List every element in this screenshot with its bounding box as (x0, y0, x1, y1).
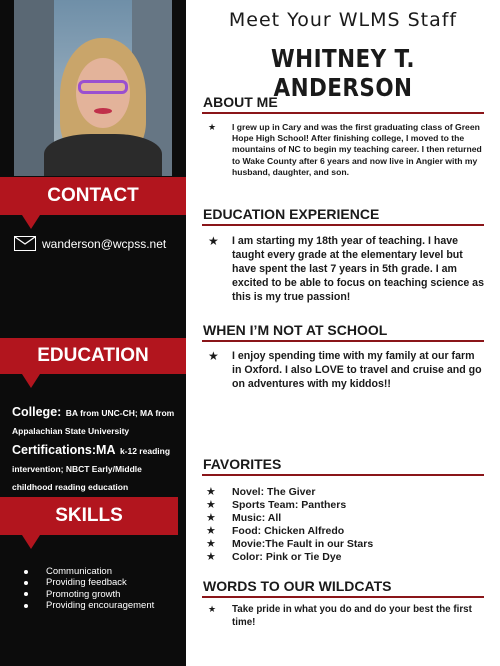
star-icon: ★ (206, 512, 216, 524)
list-item: ★ Movie:The Fault in our Stars (206, 537, 374, 550)
list-item: Providing feedback (24, 577, 154, 588)
list-item: ★ Music: All (206, 511, 282, 524)
star-icon: ★ (206, 551, 216, 563)
education-exp-heading: EDUCATION EXPERIENCE (203, 206, 380, 222)
about-text: I grew up in Cary and was the first graduating class of Green Hope High School! After finishing college, I moved to the mountains of NC to begin my teaching career. I then returned to Wake County after 6 years and now live in Angier with my husband, daughter, and son. (232, 122, 482, 177)
wildcats-text: Take pride in what you do and do your best the first time! (232, 604, 472, 628)
about-item (208, 122, 484, 178)
left-sidebar (0, 0, 186, 666)
favorites-list (206, 485, 373, 563)
education-exp-item (208, 234, 484, 304)
divider (202, 340, 484, 342)
not-school-text: I enjoy spending time with my family at our farm in Oxford. I also LOVE to travel and cruise and go on adventures with my kiddos!! (232, 350, 482, 391)
star-icon: ★ (208, 349, 219, 363)
college-text: BA from UNC-CH; MA from Appalachian State University (12, 408, 175, 436)
list-item: ★ Color: Pink or Tie Dye (206, 550, 342, 563)
college-info (12, 403, 182, 439)
star-icon: ★ (206, 538, 216, 550)
contact-heading: CONTACT (0, 177, 186, 215)
star-icon: ★ (208, 234, 219, 248)
certifications-info (12, 441, 182, 495)
skills-list (24, 566, 154, 611)
bullet-icon (24, 604, 28, 608)
divider (202, 112, 484, 114)
list-item: ★ Novel: The Giver (206, 485, 316, 498)
divider (202, 596, 484, 598)
bullet-icon (24, 592, 28, 596)
cert-text: k-12 reading intervention; NBCT Early/Middle childhood reading education (12, 446, 171, 492)
list-item: Providing encouragement (24, 600, 154, 611)
email-address[interactable]: wanderson@wcpss.net (42, 236, 167, 251)
list-item: ★ Sports Team: Panthers (206, 498, 347, 511)
not-school-heading: WHEN I’M NOT AT SCHOOL (203, 322, 388, 338)
star-icon: ★ (208, 604, 217, 614)
wildcats-heading: WORDS TO OUR WILDCATS (203, 578, 392, 594)
divider (202, 474, 484, 476)
bullet-icon (24, 581, 28, 585)
meet-title: Meet Your WLMS Staff (228, 9, 458, 31)
divider (202, 224, 484, 226)
email-contact[interactable] (14, 236, 166, 251)
cert-label: Certifications:MA (12, 443, 116, 457)
bullet-icon (24, 570, 28, 574)
star-icon: ★ (206, 499, 216, 511)
profile-photo (14, 0, 172, 176)
college-label: College: (12, 405, 62, 419)
skills-heading: SKILLS (0, 497, 178, 535)
mail-icon (14, 236, 36, 251)
wildcats-item (208, 604, 484, 629)
about-heading: ABOUT ME (203, 94, 278, 110)
staff-name: WHITNEY T. ANDERSON (271, 44, 415, 102)
list-item: ★ Food: Chicken Alfredo (206, 524, 345, 537)
star-icon: ★ (206, 525, 216, 537)
education-exp-text: I am starting my 18th year of teaching. I have taught every grade at the elementary level but have spent the last 7 years in 5th grade. I am excited to be able to focus on teaching science as this is my true passion! (232, 235, 484, 304)
not-school-item (208, 349, 484, 391)
list-item: Communication (24, 566, 154, 577)
list-item: Promoting growth (24, 589, 154, 600)
education-heading: EDUCATION (0, 338, 186, 374)
star-icon: ★ (206, 486, 216, 498)
star-icon: ★ (208, 122, 217, 132)
favorites-heading: FAVORITES (203, 456, 282, 472)
